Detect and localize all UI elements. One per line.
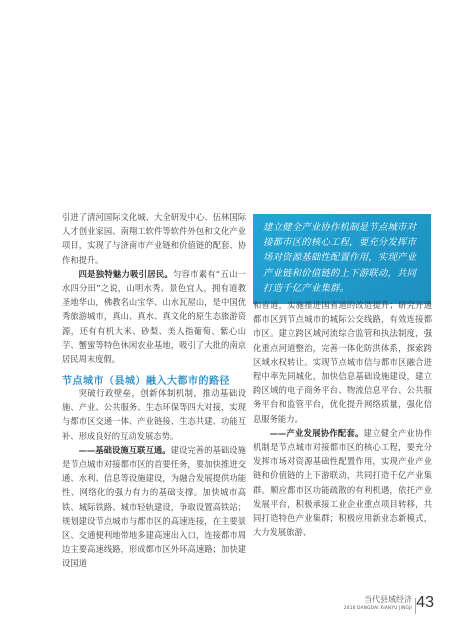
paragraph: 引进了清河国际文化城、大全研发中心、伍林国际人才创业家园、南翔工软件等软件外包和文化产业项目，实现了与济南市产业链和价值链的配套、协作和提升。 — [62, 212, 246, 265]
paragraph-lead: ——基础设施互联互通。 — [78, 444, 171, 455]
paragraph — [62, 267, 246, 366]
paragraph-lead: 四是独特魅力吸引居民。 — [78, 268, 174, 279]
paragraph: 和省道，实施推进国省道的改造提升；研究开通都市区到节点城市的城际公交线路，有效连接都市区。建立跨区域河流综合监管和执法制度，强化重点河道整治，完善一体化防洪体系，探索跨区域水权转让。实现节点城市信与都市区融合进程中率先同城化，加快信息基础设施建设，建立跨区域的电子商务平台、物流信息平台、公共服务平台和监管平台，优化提升网络质量，强化信息服务能力。 — [253, 300, 432, 424]
paragraph-body: 匀容市素有“五山一水四分田”之说，山明水秀、景色宜人，拥有道教圣地华山，佛教名山宝华、山水瓦屋山，是中国优秀旅游城市，真山、真水、真文化的原生态旅游资源，还有有机大米、砂梨、美人指葡萄、紫心山芋、蟹蜜等特色休闲农业基地，吸引了大批的南京居民周末度假。 — [62, 268, 246, 365]
pull-quote-text: 建立健全产业协作机制是节点城市对接都市区的核心工程，要充分发挥市场对资源基础性配置作用，实现产业产业链和价值链的上下游联动，共同打造千亿产业集群。 — [263, 222, 417, 294]
paragraph-body: 建立健全产业协作机制是节点城市对接都市区的核心工程，要充分发挥市场对资源基础性配置作用，实现产业产业链和价值链的上下游联动，共同打造千亿产业集群。顺应都市区功能疏散的有利机遇，依托产业发展平台，积极承接工业企业重点项目转移，共同打造特色产业集群；积极应用新业态新模式，大力发展旅游、 — [253, 427, 432, 538]
left-column-bottom — [62, 386, 246, 571]
paragraph: 突破行政壁垒，创新体制机制，推动基础设施、产业、公共服务、生态环保等四大对接，实现与都市区交通一体、产业链接、生态共建、功能互补、形成良好的互动发展态势。 — [62, 388, 246, 441]
magazine-issue: 2016 DANGDAI XIANYU JINGJI — [343, 606, 412, 611]
pull-quote — [253, 214, 431, 304]
paragraph — [62, 443, 246, 571]
page-number: 43 — [416, 594, 434, 611]
footer — [344, 595, 412, 612]
section-title: 节点城市（县城）融入大都市的路径 — [62, 376, 230, 387]
paragraph-body: 建设完善的基础设施是节点城市对接都市区的首要任务，要加快推进交通、水利、信息等设施建设，为融合发展提供功能性、网络化的强力有力的基础支撑。加快城市高铁、城际铁路、城市轻轨建设，争取设置高铁站；规划建设节点城市与都市区的高速连接，在主要景区、交通便利地带地多建高速出入口，连接都市周边主要高速线路，形成都市区外环高速路；加快建设国道 — [62, 444, 246, 569]
paragraph — [253, 426, 432, 540]
magazine-name: 当代县域经济 — [364, 595, 412, 604]
paragraph-lead: ——产业发展协作配套。 — [269, 427, 364, 438]
right-column — [253, 298, 432, 539]
left-column-top — [62, 210, 246, 366]
